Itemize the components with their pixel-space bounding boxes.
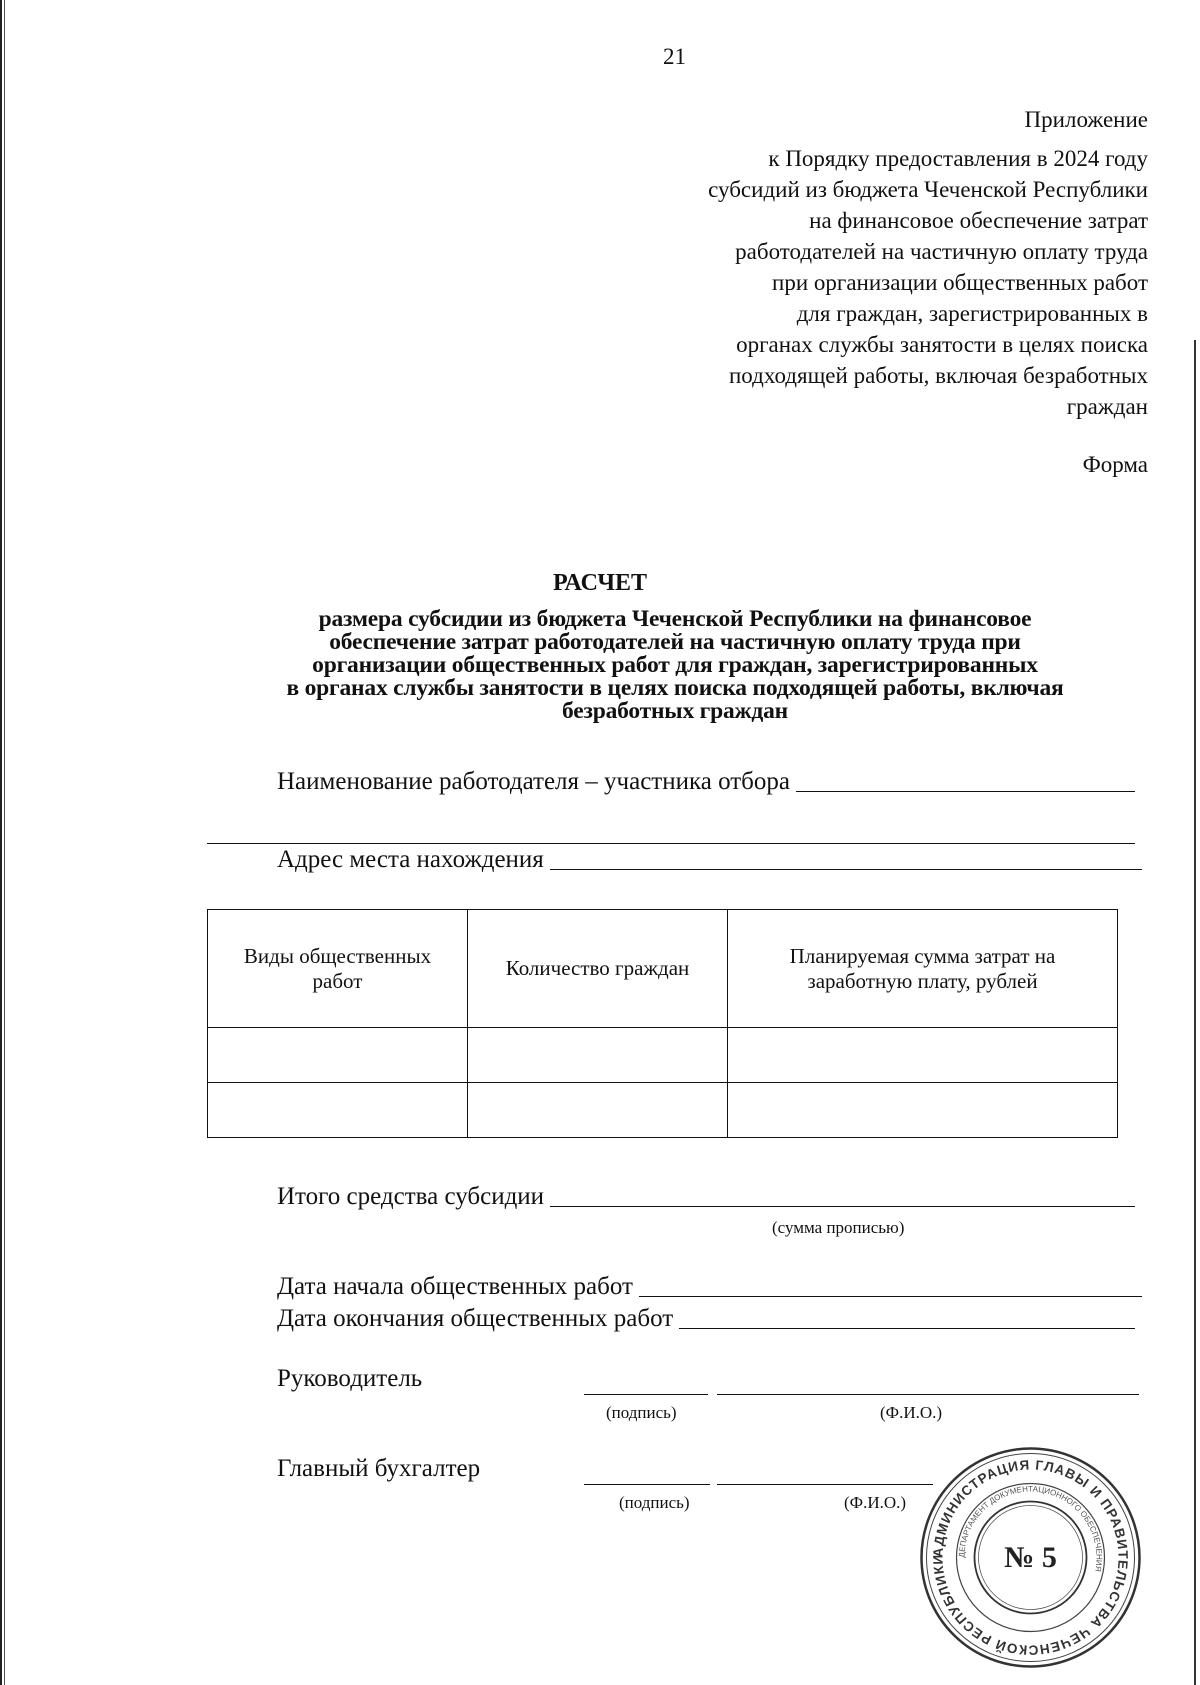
end-date-label: Дата окончания общественных работ <box>277 1305 674 1332</box>
table-cell[interactable] <box>208 1028 468 1083</box>
address-field[interactable] <box>277 846 1142 874</box>
appendix-line: субсидий из бюджета Чеченской Республики <box>708 177 1148 202</box>
table-cell[interactable] <box>468 1028 728 1083</box>
table-cell[interactable] <box>728 1028 1118 1083</box>
table-row <box>208 1083 1118 1138</box>
stamp-inner-text: ДЕПАРТАМЕНТ ДОКУМЕНТАЦИОННОГО ОБЕСПЕЧЕНИЯ <box>957 1484 1104 1573</box>
form-label: Форма <box>1082 452 1148 477</box>
table-cell[interactable] <box>468 1083 728 1138</box>
accountant-signature-line[interactable] <box>584 1483 710 1485</box>
header-planned-sum: Планируемая сумма затрат на заработную плату, рублей <box>728 910 1118 1028</box>
scan-border-left <box>0 0 5 1685</box>
accountant-signature-block <box>277 1455 480 1483</box>
head-name-caption: (Ф.И.О.) <box>880 1403 943 1422</box>
employer-name-continuation-line[interactable] <box>207 843 1135 844</box>
end-date-field[interactable] <box>277 1305 1135 1333</box>
start-date-line[interactable] <box>639 1295 1142 1297</box>
total-subsidy-field[interactable] <box>277 1183 1135 1211</box>
appendix-line: граждан <box>1066 394 1148 419</box>
employer-name-line[interactable] <box>796 790 1135 792</box>
head-name-line[interactable] <box>717 1393 1139 1395</box>
subtitle-line: безработных граждан <box>562 698 788 724</box>
document-subtitle <box>210 608 1140 723</box>
subtitle-line: организации общественных работ для граждан, зарегистрированных <box>312 652 1038 678</box>
address-label: Адрес места нахождения <box>277 846 544 873</box>
appendix-line: работодателей на частичную оплату труда <box>735 239 1148 264</box>
end-date-line[interactable] <box>679 1327 1135 1329</box>
head-label: Руководитель <box>277 1365 423 1392</box>
stamp-ring-text: АДМИНИСТРАЦИЯ ГЛАВЫ И ПРАВИТЕЛЬСТВА ЧЕЧЕНСКОЙ РЕСПУБЛИКИ <box>930 1457 1131 1658</box>
total-subsidy-line[interactable] <box>550 1205 1135 1207</box>
start-date-label: Дата начала общественных работ <box>277 1273 633 1300</box>
official-stamp <box>918 1445 1143 1670</box>
table-cell[interactable] <box>208 1083 468 1138</box>
page-number: 21 <box>663 44 686 69</box>
header-work-types: Виды общественных работ <box>208 910 468 1028</box>
appendix-line: на финансовое обеспечение затрат <box>809 208 1148 233</box>
accountant-name-line[interactable] <box>717 1483 933 1485</box>
address-line[interactable] <box>550 868 1142 870</box>
subtitle-line: размера субсидии из бюджета Чеченской Республики на финансовое <box>318 606 1032 632</box>
stamp-number: № 5 <box>1004 1541 1057 1574</box>
table-cell[interactable] <box>728 1083 1118 1138</box>
subtitle-line: в органах службы занятости в целях поиска подходящей работы, включая <box>286 675 1064 701</box>
appendix-line: органах службы занятости в целях поиска <box>736 332 1148 357</box>
head-signature-block <box>277 1365 422 1393</box>
appendix-line: для граждан, зарегистрированных в <box>796 301 1148 326</box>
total-subsidy-label: Итого средства субсидии <box>277 1183 545 1210</box>
scan-border-right <box>1194 340 1196 1685</box>
appendix-title: Приложение <box>1024 107 1148 132</box>
document-title: РАСЧЕТ <box>552 570 648 596</box>
employer-name-label: Наименование работодателя – участника отбора <box>277 768 791 795</box>
appendix-line: к Порядку предоставления в 2024 году <box>768 146 1148 171</box>
appendix-line: подходящей работы, включая безработных <box>729 363 1148 388</box>
header-citizen-count: Количество граждан <box>468 910 728 1028</box>
head-signature-line[interactable] <box>584 1393 708 1395</box>
accountant-label: Главный бухгалтер <box>277 1455 481 1482</box>
subtitle-line: обеспечение затрат работодателей на частичную оплату труда при <box>329 629 1021 655</box>
table-header-row <box>208 910 1118 1028</box>
table-row <box>208 1028 1118 1083</box>
employer-name-field[interactable] <box>277 768 1135 796</box>
accountant-name-caption: (Ф.И.О.) <box>844 1493 907 1512</box>
appendix-line: при организации общественных работ <box>772 270 1148 295</box>
calculation-table <box>207 909 1118 1138</box>
head-signature-caption: (подпись) <box>606 1403 677 1422</box>
total-caption: (сумма прописью) <box>772 1218 905 1237</box>
start-date-field[interactable] <box>277 1273 1142 1301</box>
accountant-signature-caption: (подпись) <box>619 1493 690 1512</box>
appendix-block <box>588 104 1148 422</box>
